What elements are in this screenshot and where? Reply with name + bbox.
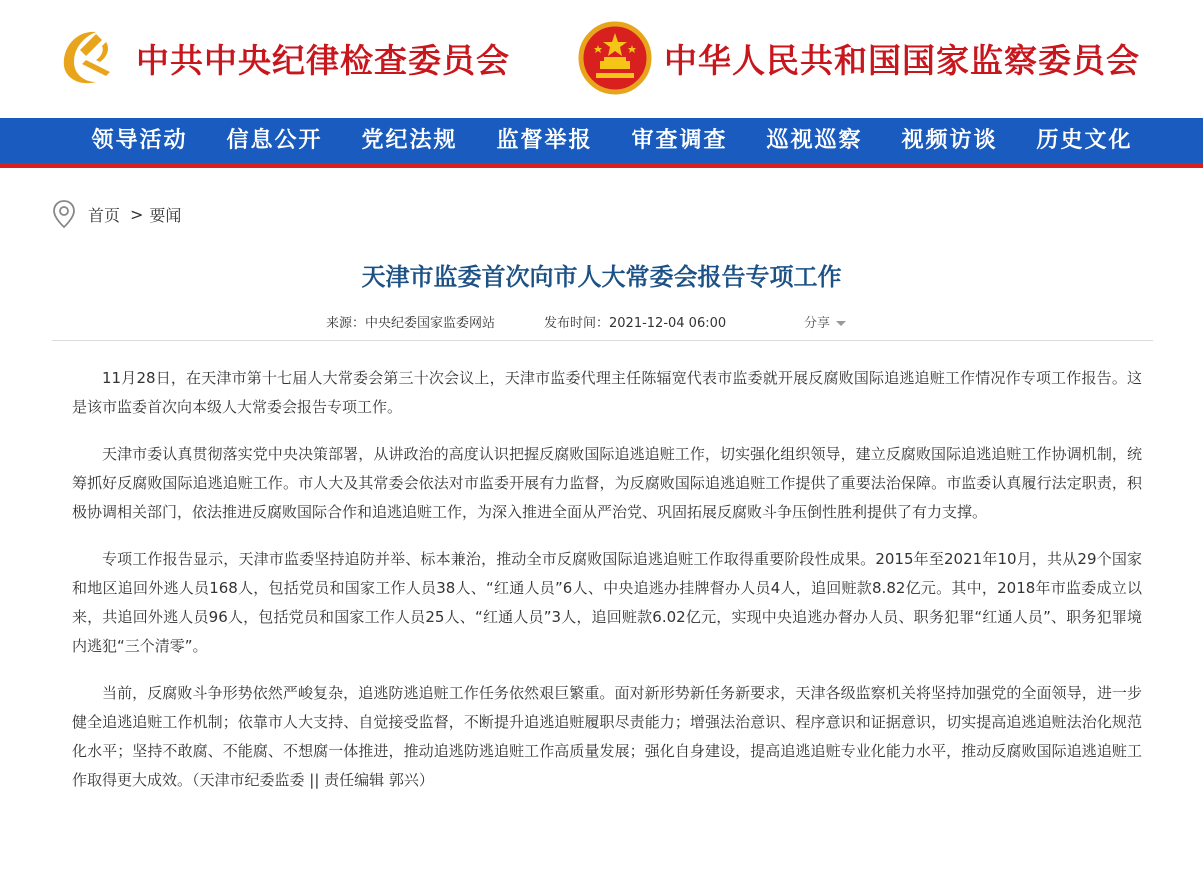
nav-item-report[interactable]: 监督举报 — [496, 127, 593, 153]
article-title: 天津市监委首次向市人大常委会报告专项工作 — [361, 263, 842, 291]
article-paragraph: 当前，反腐败斗争形势依然严峻复杂，追逃防逃追赃工作任务依然艰巨繁重。面对新形势新任务新要求，天津各级监察机关将坚持加强党的全面领导，进一步健全追逃追赃工作机制；依靠市人大支持、自觉接受监督，不断提升追逃追赃履职尽责能力；增强法治意识、程序意识和证据意识，切实提高追逃追赃法治化规范化水平；坚持不敢腐、不能腐、不想腐一体推进，推动追逃防逃追赃工作高质量发展；强化自身建设，提高追逃追赃专业化能力水平，推动反腐败国际追逃追赃工作取得更大成效。（天津市纪委监委 || 责任编辑 郭兴） — [72, 684, 1142, 789]
article-date: 发布时间：2021-12-04 06:00 — [544, 316, 727, 331]
party-emblem-icon — [52, 22, 124, 94]
article-paragraph: 天津市委认真贯彻落实党中央决策部署，从讲政治的高度认识把握反腐败国际追逃追赃工作，切实强化组织领导，建立反腐败国际追逃追赃工作协调机制，统筹抓好反腐败国际追逃追赃工作。市人大及其常委会依法对市监委开展有力监督，为反腐败国际追逃追赃工作提供了重要法治保障。市监委认真履行法定职责，积极协调相关部门，依法推进反腐败国际合作和追逃追赃工作，为深入推进全面从严治党、巩固拓展反腐败斗争压倒性胜利提供了有力支撑。 — [72, 445, 1142, 521]
nav-item-inspection[interactable]: 巡视巡察 — [766, 127, 863, 153]
location-pin-icon — [52, 199, 76, 229]
national-emblem-icon — [578, 21, 652, 95]
nav-item-history[interactable]: 历史文化 — [1036, 127, 1133, 153]
article-paragraph: 11月28日，在天津市第十七届人大常委会第三十次会议上，天津市监委代理主任陈辐宽代表市监委就开展反腐败国际追逃追赃工作情况作专项工作报告。这是该市监委首次向本级人大常委会报告专项工作。 — [72, 369, 1142, 416]
chevron-down-icon — [836, 321, 846, 326]
article-source: 来源：中央纪委国家监委网站 — [326, 316, 496, 331]
article-meta — [0, 312, 1203, 332]
breadcrumb-separator: > — [130, 204, 144, 224]
divider — [52, 340, 1153, 341]
nav-item-video[interactable]: 视频访谈 — [901, 127, 998, 153]
ccdi-title: 中共中央纪律检查委员会 — [136, 40, 510, 80]
breadcrumb-home[interactable]: 首页 — [88, 205, 121, 225]
nsc-brand[interactable] — [578, 18, 1140, 98]
nav-item-leadership[interactable]: 领导活动 — [91, 127, 188, 153]
nsc-title: 中华人民共和国国家监察委员会 — [664, 40, 1140, 80]
breadcrumb — [52, 198, 181, 230]
nav-item-regulations[interactable]: 党纪法规 — [361, 127, 458, 153]
nav-item-investigation[interactable]: 审查调查 — [631, 127, 728, 153]
site-header — [0, 0, 1203, 118]
breadcrumb-current[interactable]: 要闻 — [149, 205, 182, 225]
main-nav — [0, 118, 1203, 168]
nav-item-disclosure[interactable]: 信息公开 — [226, 127, 323, 153]
article-paragraph: 专项工作报告显示，天津市监委坚持追防并举、标本兼治，推动全市反腐败国际追逃追赃工作取得重要阶段性成果。2015年至2021年10月，共从29个国家和地区追回外逃人员168人，包括党员和国家工作人员38人、“红通人员”6人、中央追逃办挂牌督办人员4人，追回赃款8.82亿元。其中，2018年市监委成立以来，共追回外逃人员96人，包括党员和国家工作人员25人、“红通人员”3人，追回赃款6.02亿元，实现中央追逃办督办人员、职务犯罪“红通人员”、职务犯罪境内逃犯“三个清零”。 — [72, 550, 1142, 655]
article-body — [72, 364, 1142, 813]
ccdi-brand[interactable] — [52, 18, 510, 98]
share-label: 分享 — [804, 316, 831, 331]
share-button[interactable] — [804, 312, 846, 331]
